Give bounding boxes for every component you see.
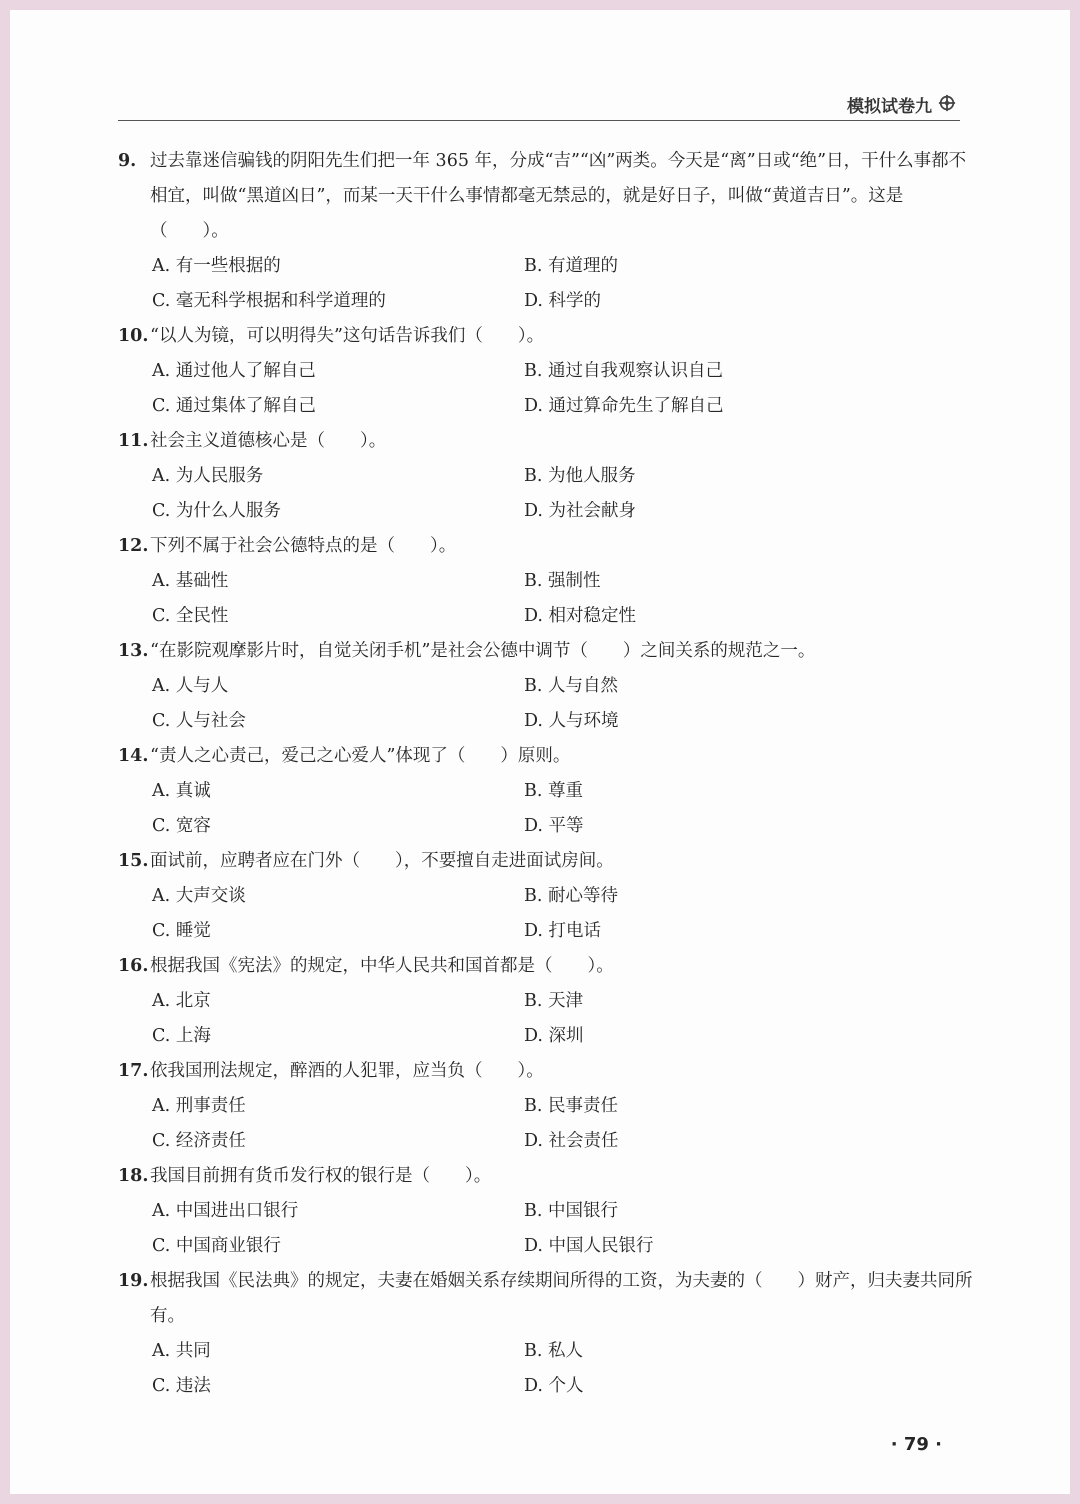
option-a: A. 通过他人了解自己 [152,361,316,381]
question-stem [118,1159,978,1194]
question-number: 14. [118,746,149,766]
question-item [118,739,978,844]
question-number: 18. [118,1166,149,1186]
question-stem [118,844,978,879]
question-text: “在影院观摩影片时，自觉关闭手机”是社会公德中调节（ ）之间关系的规范之一。 [150,641,816,661]
question-number: 9. [118,151,137,171]
page-header [118,70,960,121]
question-item [118,319,978,424]
option-grid [118,1334,978,1404]
option-d: D. 中国人民银行 [524,1236,654,1256]
question-item [118,529,978,634]
option-c: C. 上海 [152,1026,211,1046]
option-d: D. 平等 [524,816,584,836]
question-stem [118,949,978,984]
option-grid [118,774,978,844]
question-stem [118,529,978,564]
question-item [118,144,978,319]
option-b: B. 天津 [524,991,583,1011]
option-b: B. 有道理的 [524,256,618,276]
option-grid [118,459,978,529]
option-c: C. 人与社会 [152,711,246,731]
option-c: C. 经济责任 [152,1131,246,1151]
question-stem [118,1054,978,1089]
question-stem [118,319,978,354]
option-a: A. 共同 [152,1341,211,1361]
option-c: C. 宽容 [152,816,211,836]
question-number: 10. [118,326,149,346]
question-item [118,1159,978,1264]
option-a: A. 有一些根据的 [152,256,281,276]
option-c: C. 通过集体了解自己 [152,396,316,416]
option-a: A. 大声交谈 [152,886,246,906]
option-b: B. 为他人服务 [524,466,636,486]
question-stem [118,634,978,669]
header-title: 模拟试卷九 [847,97,932,117]
question-text: 下列不属于社会公德特点的是（ ）。 [150,536,457,556]
question-text: 过去靠迷信骗钱的阴阳先生们把一年 365 年，分成“吉”“凶”两类。今天是“离”日或“绝”日，干什么事都不相宜，叫做“黑道凶日”，而某一天干什么事情都毫无禁忌的，就是好日子，叫做“黄道吉日”。这是（ ）。 [150,151,967,241]
question-list [118,144,978,1404]
option-b: B. 中国银行 [524,1201,618,1221]
option-b: B. 尊重 [524,781,583,801]
option-a: A. 人与人 [152,676,229,696]
question-number: 16. [118,956,149,976]
question-text: “责人之心责己，爱己之心爱人”体现了（ ）原则。 [150,746,571,766]
option-b: B. 通过自我观察认识自己 [524,361,723,381]
option-c: C. 全民性 [152,606,229,626]
question-item [118,844,978,949]
option-grid [118,879,978,949]
question-stem [118,1264,978,1334]
option-a: A. 基础性 [152,571,229,591]
question-text: “以人为镜，可以明得失”这句话告诉我们（ ）。 [150,326,545,346]
option-grid [118,1089,978,1159]
question-item [118,1054,978,1159]
option-a: A. 真诚 [152,781,211,801]
option-grid [118,564,978,634]
option-d: D. 打电话 [524,921,602,941]
option-d: D. 为社会献身 [524,501,637,521]
question-number: 15. [118,851,149,871]
option-grid [118,354,978,424]
gear-icon [938,94,956,112]
option-d: D. 通过算命先生了解自己 [524,396,724,416]
exam-page [10,10,1070,1494]
question-text: 社会主义道德核心是（ ）。 [150,431,387,451]
question-stem [118,144,978,249]
option-a: A. 中国进出口银行 [152,1201,299,1221]
option-d: D. 人与环境 [524,711,619,731]
question-number: 11. [118,431,149,451]
option-d: D. 个人 [524,1376,584,1396]
question-text: 根据我国《宪法》的规定，中华人民共和国首都是（ ）。 [150,956,614,976]
option-a: A. 为人民服务 [152,466,264,486]
question-item [118,1264,978,1404]
question-number: 13. [118,641,149,661]
option-c: C. 睡觉 [152,921,211,941]
option-b: B. 强制性 [524,571,601,591]
option-d: D. 科学的 [524,291,602,311]
option-c: C. 毫无科学根据和科学道理的 [152,291,386,311]
option-grid [118,249,978,319]
option-grid [118,984,978,1054]
option-a: A. 刑事责任 [152,1096,246,1116]
option-d: D. 相对稳定性 [524,606,637,626]
option-b: B. 私人 [524,1341,583,1361]
option-c: C. 违法 [152,1376,211,1396]
question-text: 面试前，应聘者应在门外（ ），不要擅自走进面试房间。 [150,851,614,871]
option-b: B. 民事责任 [524,1096,618,1116]
question-text: 我国目前拥有货币发行权的银行是（ ）。 [150,1166,492,1186]
question-number: 19. [118,1271,149,1291]
option-grid [118,669,978,739]
option-c: C. 为什么人服务 [152,501,281,521]
option-grid [118,1194,978,1264]
question-item [118,424,978,529]
question-item [118,949,978,1054]
question-stem [118,739,978,774]
option-d: D. 深圳 [524,1026,584,1046]
question-item [118,634,978,739]
question-number: 12. [118,536,149,556]
question-text: 根据我国《民法典》的规定，夫妻在婚姻关系存续期间所得的工资，为夫妻的（ ）财产，归夫妻共同所有。 [150,1271,973,1326]
option-b: B. 耐心等待 [524,886,618,906]
question-text: 依我国刑法规定，醉酒的人犯罪，应当负（ ）。 [150,1061,544,1081]
option-a: A. 北京 [152,991,211,1011]
page-number: · 79 · [890,1434,942,1455]
question-number: 17. [118,1061,149,1081]
option-c: C. 中国商业银行 [152,1236,281,1256]
option-d: D. 社会责任 [524,1131,619,1151]
question-stem [118,424,978,459]
option-b: B. 人与自然 [524,676,618,696]
